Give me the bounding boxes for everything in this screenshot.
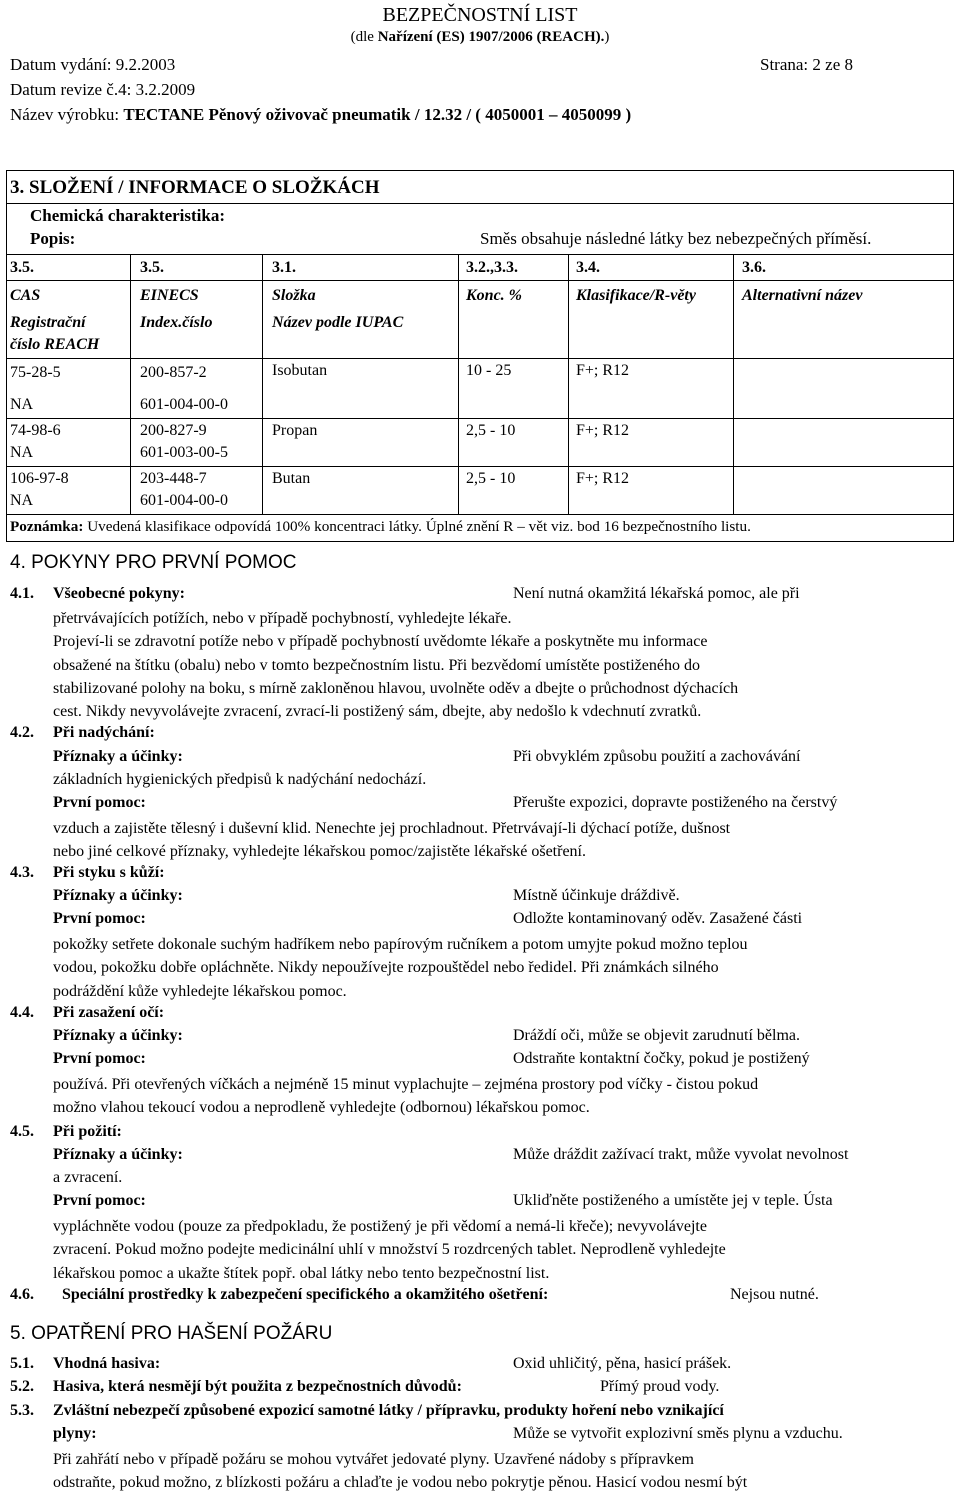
row-name: Butan <box>272 470 311 487</box>
row-reg: NA <box>10 492 34 509</box>
s42-first-aid-label: První pomoc: <box>53 794 146 811</box>
s53-value: Může se vytvořit explozivní směs plynu a vzduchu. <box>513 1425 843 1442</box>
col-ref-conc: 3.2.,3.3. <box>466 259 518 276</box>
s43-paragraph <box>53 933 748 1003</box>
divider-under-desc <box>6 254 954 255</box>
s42-number: 4.2. <box>10 724 34 741</box>
s51-number: 5.1. <box>10 1355 34 1372</box>
col-ref-einecs: 3.5. <box>140 259 164 276</box>
s41-line: stabilizované polohy na boku, s mírně zakloněnou hlavou, uvolněte oděv a dbejte o průchodnost dýchacích <box>53 679 739 697</box>
s53-label: Zvláštní nebezpečí způsobené expozicí samotné látky / přípravku, produkty hoření nebo vznikající <box>53 1402 724 1419</box>
col-head-registration-2: číslo REACH <box>10 336 100 353</box>
regulation-close: ) <box>604 29 610 45</box>
s51-label: Vhodná hasiva: <box>53 1355 161 1372</box>
s43-number: 4.3. <box>10 864 34 881</box>
s44-line: možno vlahou tekoucí vodou a neprodleně vyhledejte (odbornou) lékařskou pomoc. <box>53 1099 590 1117</box>
divider-under-head <box>6 358 954 359</box>
divider-under-refs <box>6 280 954 281</box>
divider-under-title <box>6 203 954 204</box>
col-divider-1 <box>130 254 131 514</box>
issue-date-label: Datum vydání: <box>10 55 116 74</box>
s44-symptoms-label: Příznaky a účinky: <box>53 1027 183 1044</box>
s45-paragraph <box>53 1215 726 1285</box>
note-label: Poznámka: <box>10 518 84 535</box>
page-number: Strana: 2 ze 8 <box>760 55 853 74</box>
col-ref-alt: 3.6. <box>742 259 766 276</box>
col-head-iupac: Název podle IUPAC <box>272 314 404 331</box>
row-class: F+; R12 <box>576 422 630 439</box>
divider-row-3 <box>6 466 954 467</box>
s52-label: Hasiva, která nesmějí být použita z bezpečnostních důvodů: <box>53 1378 462 1395</box>
row-name: Isobutan <box>272 362 328 379</box>
s42-line: vzduch a zajistěte tělesný i duševní klid. Nenechte jej prochladnout. Přetrvávají-li dýchací potíže, dušnost <box>53 820 731 837</box>
divider-row-2 <box>6 418 954 419</box>
col-ref-cas: 3.5. <box>10 259 34 276</box>
s44-number: 4.4. <box>10 1004 34 1021</box>
s44-symptoms: Dráždí oči, může se objevit zarudnutí bělma. <box>513 1027 801 1044</box>
s43-line: podráždění kůže vyhledejte lékařskou pomoc. <box>53 982 347 1000</box>
regulation-open: (dle <box>350 29 378 45</box>
row-einecs: 200-857-2 <box>140 364 207 381</box>
note-text: Uvedená klasifikace odpovídá 100% koncentraci látky. Úplné znění R – vět viz. bod 16 bezpečnostního listu. <box>83 518 751 535</box>
s43-line: vodou, pokožku dobře opláchněte. Nikdy nepoužívejte rozpouštědel nebo ředidel. Při známkách silného <box>53 959 719 977</box>
s43-first-aid-label: První pomoc: <box>53 910 146 927</box>
row-index: 601-004-00-0 <box>140 396 228 413</box>
s41-line: Projeví-li se zdravotní potíže nebo v případě pochybností uvědomte lékaře a poskytněte mu informace <box>53 633 708 651</box>
row-conc: 2,5 - 10 <box>466 422 516 439</box>
s43-symptoms-label: Příznaky a účinky: <box>53 887 183 904</box>
s44-paragraph <box>53 1073 758 1120</box>
col-head-alt: Alternativní název <box>742 287 863 304</box>
col-head-einecs: EINECS <box>140 287 199 304</box>
s45-line: zvracení. Pokud možno podejte medicinální uhlí v množství 5 rozdrcených tablet. Neprodleně vyhledejte <box>53 1241 726 1259</box>
row-einecs: 200-827-9 <box>140 422 207 439</box>
s46-title: Speciální prostředky k zabezpečení specifického a okamžitého ošetření: <box>62 1286 549 1303</box>
divider-note <box>6 514 954 515</box>
s43-symptoms: Místně účinkuje dráždivě. <box>513 887 680 904</box>
s41-line: cest. Nikdy nevyvolávejte zvracení, zvrací-li postižený sám, dbejte, aby nedošlo k vdechnutí zvratků. <box>53 703 702 721</box>
s41-paragraph <box>53 607 738 723</box>
issue-date <box>10 55 175 75</box>
col-head-cas: CAS <box>10 287 41 304</box>
chem-characteristic-label: Chemická charakteristika: <box>30 206 226 225</box>
row-einecs: 203-448-7 <box>140 470 207 487</box>
s44-title: Při zasažení očí: <box>53 1004 165 1021</box>
document-title: BEZPEČNOSTNÍ LIST <box>382 4 578 26</box>
s42-line: nebo jiné celkové příznaky, vyhledejte lékařskou pomoc/zajistěte lékařské ošetření. <box>53 843 586 861</box>
product-label: Název výrobku: <box>10 105 124 124</box>
s53-line: odstraňte, pokud možno, z blízkosti požáru a chlaďte je vodou nebo pokrytje pěnou. Hasicí vodou nesmí být <box>53 1474 748 1492</box>
col-divider-4 <box>568 254 569 514</box>
product-name: TECTANE Pěnový oživovač pneumatik <box>123 105 411 124</box>
row-reg: NA <box>10 396 34 413</box>
s53-label-cont: plyny: <box>53 1425 97 1442</box>
row-cas: 106-97-8 <box>10 470 69 487</box>
col-head-class: Klasifikace/R-věty <box>576 287 696 304</box>
s45-first-aid-label: První pomoc: <box>53 1192 146 1209</box>
s45-line: lékařskou pomoc a ukažte štítek popř. obal látky nebo tento bezpečnostní list. <box>53 1264 550 1282</box>
s41-line: přetrvávajících potížích, nebo v případě pochybností, vyhledejte lékaře. <box>53 610 512 627</box>
s53-line: Při zahřátí nebo v případě požáru se mohou vytvářet jedovaté plyny. Uzavřené nádoby s přípravkem <box>53 1451 694 1468</box>
s45-symptoms: Může dráždit zažívací trakt, může vyvolat nevolnost <box>513 1146 849 1163</box>
s43-first-aid: Odložte kontaminovaný oděv. Zasažené části <box>513 910 803 927</box>
row-cas: 74-98-6 <box>10 422 61 439</box>
revision-date <box>10 80 195 100</box>
s41-line: obsažené na štítku (obalu) nebo v tomto bezpečnostním listu. Při bezvědomí umístěte postiženého do <box>53 656 700 674</box>
s46-value: Nejsou nutné. <box>730 1286 819 1303</box>
s53-number: 5.3. <box>10 1402 34 1419</box>
row-conc: 10 - 25 <box>466 362 512 379</box>
s42-paragraph <box>53 817 730 864</box>
issue-date-value: 9.2.2003 <box>115 55 176 74</box>
s42-symptoms-label: Příznaky a účinky: <box>53 748 183 765</box>
s45-first-aid: Ukliďněte postiženého a umístěte jej v teple. Ústa <box>513 1192 833 1209</box>
s43-line: pokožky setřete dokonale suchým hadříkem nebo papírovým ručníkem a potom umyjte pokud možno teplou <box>53 936 748 953</box>
col-divider-2 <box>262 254 263 514</box>
row-index: 601-004-00-0 <box>140 492 228 509</box>
s52-value: Přímý proud vody. <box>600 1378 720 1395</box>
row-class: F+; R12 <box>576 362 630 379</box>
s46-number: 4.6. <box>10 1286 34 1303</box>
section-3-title: 3. SLOŽENÍ / INFORMACE O SLOŽKÁCH <box>10 177 380 198</box>
revision-date-value: 3.2.2009 <box>135 80 196 99</box>
s45-symptoms-cont: a zvracení. <box>53 1169 123 1186</box>
regulation-name: Nařízení (ES) 1907/2006 (REACH). <box>377 29 605 45</box>
section-5-title: 5. OPATŘENÍ PRO HAŠENÍ POŽÁRU <box>10 1323 333 1344</box>
product-line <box>10 105 631 125</box>
row-index: 601-003-00-5 <box>140 444 228 461</box>
s41-right: Není nutná okamžitá lékařská pomoc, ale při <box>513 585 800 602</box>
composition-note <box>10 518 751 536</box>
s52-number: 5.2. <box>10 1378 34 1395</box>
s41-label: Všeobecné pokyny: <box>53 585 186 602</box>
s44-first-aid-label: První pomoc: <box>53 1050 146 1067</box>
row-class: F+; R12 <box>576 470 630 487</box>
col-head-conc: Konc. % <box>466 287 522 304</box>
col-divider-3 <box>458 254 459 514</box>
col-ref-class: 3.4. <box>576 259 600 276</box>
row-conc: 2,5 - 10 <box>466 470 516 487</box>
col-head-index: Index.číslo <box>140 314 213 331</box>
s44-line: používá. Při otevřených víčkách a nejméně 15 minut vyplachujte – zejména prostory pod víčky - čistou pokud <box>53 1076 759 1093</box>
product-code: / 12.32 / ( 4050001 – 4050099 ) <box>410 105 632 124</box>
s43-title: Při styku s kůží: <box>53 864 165 881</box>
s42-symptoms: Při obvyklém způsobu použití a zachovávání <box>513 748 801 765</box>
regulation-reference <box>0 29 960 46</box>
s45-title: Při požití: <box>53 1123 122 1140</box>
row-name: Propan <box>272 422 318 439</box>
col-divider-5 <box>733 254 734 514</box>
col-head-component: Složka <box>272 287 316 304</box>
revision-date-label: Datum revize č.4: <box>10 80 136 99</box>
row-reg: NA <box>10 444 34 461</box>
s51-value: Oxid uhličitý, pěna, hasicí prášek. <box>513 1355 732 1372</box>
s45-symptoms-label: Příznaky a účinky: <box>53 1146 183 1163</box>
s44-first-aid: Odstraňte kontaktní čočky, pokud je postižený <box>513 1050 810 1067</box>
s45-line: vypláchněte vodou (pouze za předpokladu, že postižený je při vědomí a nemá-li křeče); nevyvolávejte <box>53 1218 707 1235</box>
s42-symptoms-cont: základních hygienických předpisů k nadýchání nedochází. <box>53 771 427 788</box>
row-cas: 75-28-5 <box>10 364 61 381</box>
s41-number: 4.1. <box>10 585 34 602</box>
s45-number: 4.5. <box>10 1123 34 1140</box>
s53-paragraph <box>53 1448 747 1495</box>
description-label: Popis: <box>30 229 76 248</box>
section-4-title: 4. POKYNY PRO PRVNÍ POMOC <box>10 552 297 573</box>
description-text: Směs obsahuje následné látky bez nebezpečných příměsí. <box>480 229 872 248</box>
s42-first-aid: Přerušte expozici, dopravte postiženého na čerstvý <box>513 794 838 811</box>
col-ref-component: 3.1. <box>272 259 296 276</box>
s42-title: Při nadýchání: <box>53 724 155 741</box>
col-head-registration: Registrační <box>10 314 86 331</box>
